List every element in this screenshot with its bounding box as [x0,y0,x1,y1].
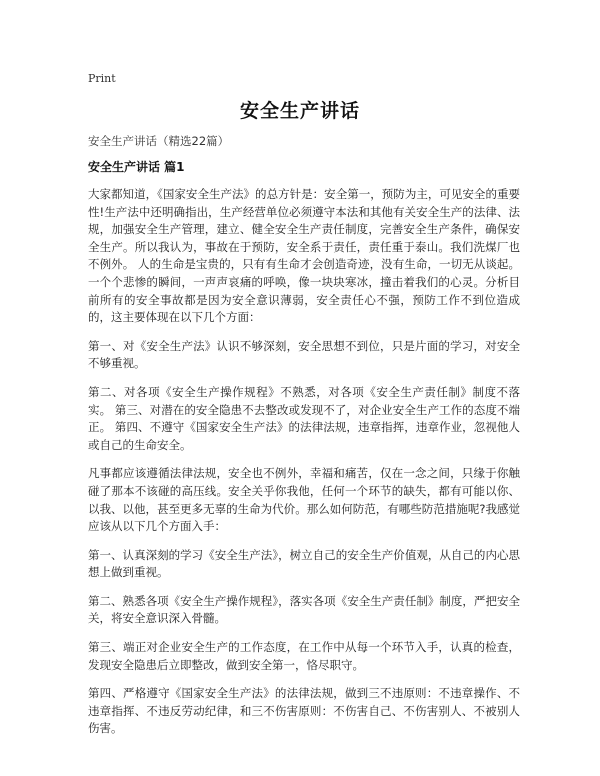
paragraph-5: 第一、认真深刻的学习《安全生产法》，树立自己的安全生产价值观，从自己的内心思想上做到重视。 [88,547,520,580]
paragraph-8: 第四、严格遵守《国家安全生产法》的法律法规，做到三不违原则：不违章操作、不违章指挥、不违反劳动纪律，和三不伤害原则：不伤害自己、不伤害别人、不被别人伤害。 [88,686,520,736]
document-subtitle: 安全生产讲话（精选22篇） [88,134,230,148]
paragraph-3: 第二、对各项《安全生产操作规程》不熟悉，对各项《安全生产责任制》制度不落实。 第三、对潜在的安全隐患不去整改或发现不了，对企业安全生产工作的态度不端正。 第四、不遵守《国家安全生产法》的法律法规，违章指挥，违章作业，忽视他人或自己的生命安全。 [88,384,520,452]
paragraph-2: 第一、对《安全生产法》认识不够深刻，安全思想不到位，只是片面的学习，对安全不够重视。 [88,338,520,371]
page-title: 安全生产讲话 [239,100,360,122]
print-link[interactable]: Print [88,72,116,85]
document-body [88,186,520,749]
paragraph-6: 第二、熟悉各项《安全生产操作规程》，落实各项《安全生产责任制》制度，严把安全关，将安全意识深入骨髓。 [88,593,520,626]
paragraph-1: 大家都知道，《国家安全生产法》的总方针是：安全第一，预防为主，可见安全的重要性!生产法中还明确指出，生产经营单位必须遵守本法和其他有关安全生产的法律、法规，加强安全生产管理，建立、健全安全生产责任制度，完善安全生产条件，确保安全生产。所以我认为，事故在于预防，安全系于责任，责任重于泰山。我们洗煤厂也不例外。 人的生命是宝贵的，只有有生命才会创造奇迹，没有生命，一切无从谈起。一个个悲惨的瞬间，一声声哀痛的呼唤，像一块块寒冰，撞击着我们的心灵。分析目前所有的安全事故都是因为安全意识薄弱，安全责任心不强，预防工作不到位造成的，这主要体现在以下几个方面： [88,187,520,325]
paragraph-7: 第三、端正对企业安全生产的工作态度，在工作中从每一个环节入手，认真的检查，发现安全隐患后立即整改，做到安全第一，恪尽职守。 [88,640,520,672]
section-heading: 安全生产讲话 篇1 [88,160,185,174]
paragraph-4: 凡事都应该遵循法律法规，安全也不例外，幸福和痛苦，仅在一念之间，只缘于你触碰了那本不该碰的高压线。安全关乎你我他，任何一个环节的缺失，都有可能以你、以我、以他，甚至更多无辜的生命为代价。那么如何防范，有哪些防范措施呢?我感觉应该从以下几个方面入手： [88,466,520,534]
